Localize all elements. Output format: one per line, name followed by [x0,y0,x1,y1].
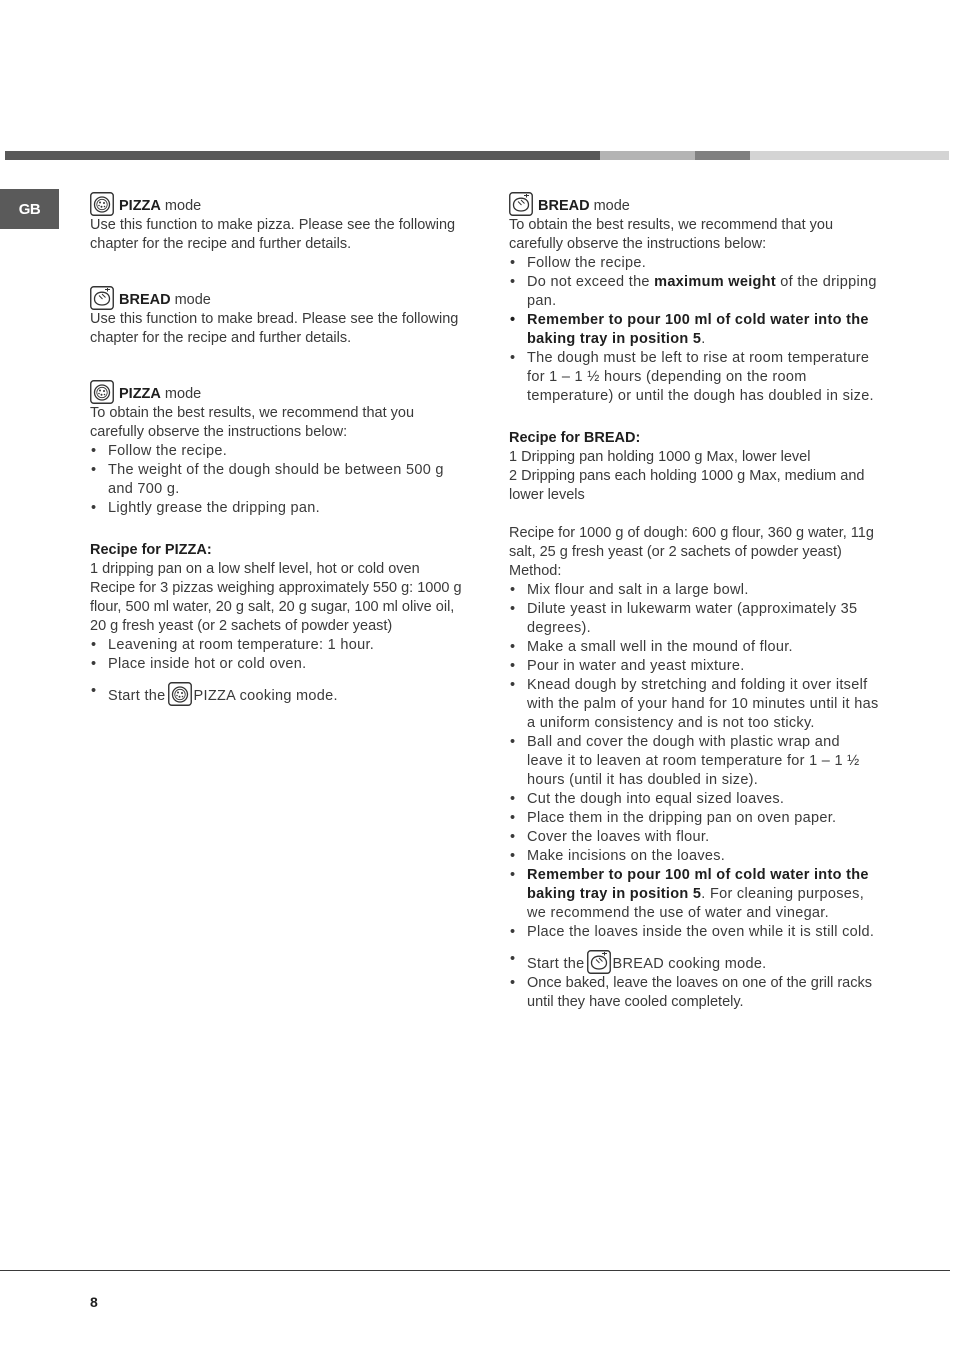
list-item: • Remember to pour 100 ml of cold water into the baking tray in position 5. For cleaning purposes, we recommend the use of water and vinegar. [509,866,879,923]
language-tab: GB [0,189,59,229]
list-item: • Once baked, leave the loaves on one of the grill racks until they have cooled completely. [509,974,879,1012]
pizza-tips-heading: PIZZA mode [90,378,465,404]
list-item: • Cut the dough into equal sized loaves. [509,790,879,809]
pizza-tips-intro: To obtain the best results, we recommend that you carefully observe the instructions below: [90,405,415,440]
bread-mode-title: BREAD [119,292,171,308]
pizza-recipe-line1: 1 dripping pan on a low shelf level, hot or cold oven [90,561,420,577]
header-bar-light [600,151,695,160]
pizza-recipe-line2: Recipe for 3 pizzas weighing approximately 550 g: 1000 g flour, 500 ml water, 20 g salt, 20 g sugar, 100 ml olive oil, 20 g fresh yeast (or 2 sachets of powder yeast) [90,580,462,634]
list-item: • The dough must be left to rise at room temperature for 1 – 1 ½ hours (depending on the room temperature) or until the dough has doubled in size. [509,349,879,406]
list-item: • The weight of the dough should be between 500 g and 700 g. [90,461,465,499]
list-item: • Mix flour and salt in a large bowl. [509,581,879,600]
page-number: 8 [90,1294,98,1310]
bread-icon [587,950,611,974]
list-item: • Place the loaves inside the oven while it is still cold. [509,923,879,942]
left-column [90,190,465,706]
bread-recipe-heading: Recipe for BREAD: [509,430,641,446]
list-item: • Make a small well in the mound of flour. [509,638,879,657]
bread-tips-heading: BREAD mode [509,190,879,216]
bread-icon [90,286,114,310]
list-item: • Dilute yeast in lukewarm water (approximately 35 degrees). [509,600,879,638]
pizza-mode-description: Use this function to make pizza. Please see the following chapter for the recipe and further details. [90,217,456,252]
bread-mode-description: Use this function to make bread. Please see the following chapter for the recipe and further details. [90,311,459,346]
footer-divider [0,1270,950,1271]
pizza-mode-title: PIZZA [119,198,161,214]
list-item: • Pour in water and yeast mixture. [509,657,879,676]
pizza-icon [90,380,114,404]
list-item: • Remember to pour 100 ml of cold water into the baking tray in position 5. [509,311,879,349]
list-item: • Ball and cover the dough with plastic wrap and leave it to leaven at room temperature for 1 – 1 ½ hours (until it has doubled in size). [509,733,879,790]
bread-recipe-line2: 2 Dripping pans each holding 1000 g Max, medium and lower levels [509,468,865,503]
bread-icon [509,192,533,216]
list-item: • Start the PIZZA cooking mode. [90,682,465,706]
list-item: • Place them in the dripping pan on oven paper. [509,809,879,828]
pizza-icon [90,192,114,216]
list-item: • Lightly grease the dripping pan. [90,499,465,518]
bread-recipe-line1: 1 Dripping pan holding 1000 g Max, lower level [509,449,811,465]
pizza-recipe-heading: Recipe for PIZZA: [90,542,212,558]
list-item: • Start the BREAD cooking mode. [509,950,879,974]
list-item: • Follow the recipe. [90,442,465,461]
bread-tips-list [509,254,879,406]
list-item: • Leavening at room temperature: 1 hour. [90,636,465,655]
list-item: • Do not exceed the maximum weight of the dripping pan. [509,273,879,311]
bread-tips-title: BREAD [538,198,590,214]
list-item: • Follow the recipe. [509,254,879,273]
right-column [509,190,879,1012]
bread-method-list [509,581,879,1012]
pizza-recipe-list [90,636,465,706]
header-bar-pale [750,151,949,160]
bread-mode-heading: BREAD mode [90,284,465,310]
list-item: • Cover the loaves with flour. [509,828,879,847]
list-item: • Knead dough by stretching and folding it over itself with the palm of your hand for 10 minutes until it has a uniform consistency and is not too sticky. [509,676,879,733]
pizza-mode-heading: PIZZA mode [90,190,465,216]
pizza-tips-title: PIZZA [119,386,161,402]
bread-tips-intro: To obtain the best results, we recommend that you carefully observe the instructions below: [509,217,834,252]
header-bar-dark [5,151,600,160]
bread-recipe-line3: Recipe for 1000 g of dough: 600 g flour, 360 g water, 11g salt, 25 g fresh yeast (or 2 sachets of powder yeast) [509,525,874,560]
pizza-icon [168,682,192,706]
bread-method-label: Method: [509,563,562,579]
list-item: • Place inside hot or cold oven. [90,655,465,674]
list-item: • Make incisions on the loaves. [509,847,879,866]
header-bar-mid [695,151,750,160]
pizza-tips-list [90,442,465,518]
